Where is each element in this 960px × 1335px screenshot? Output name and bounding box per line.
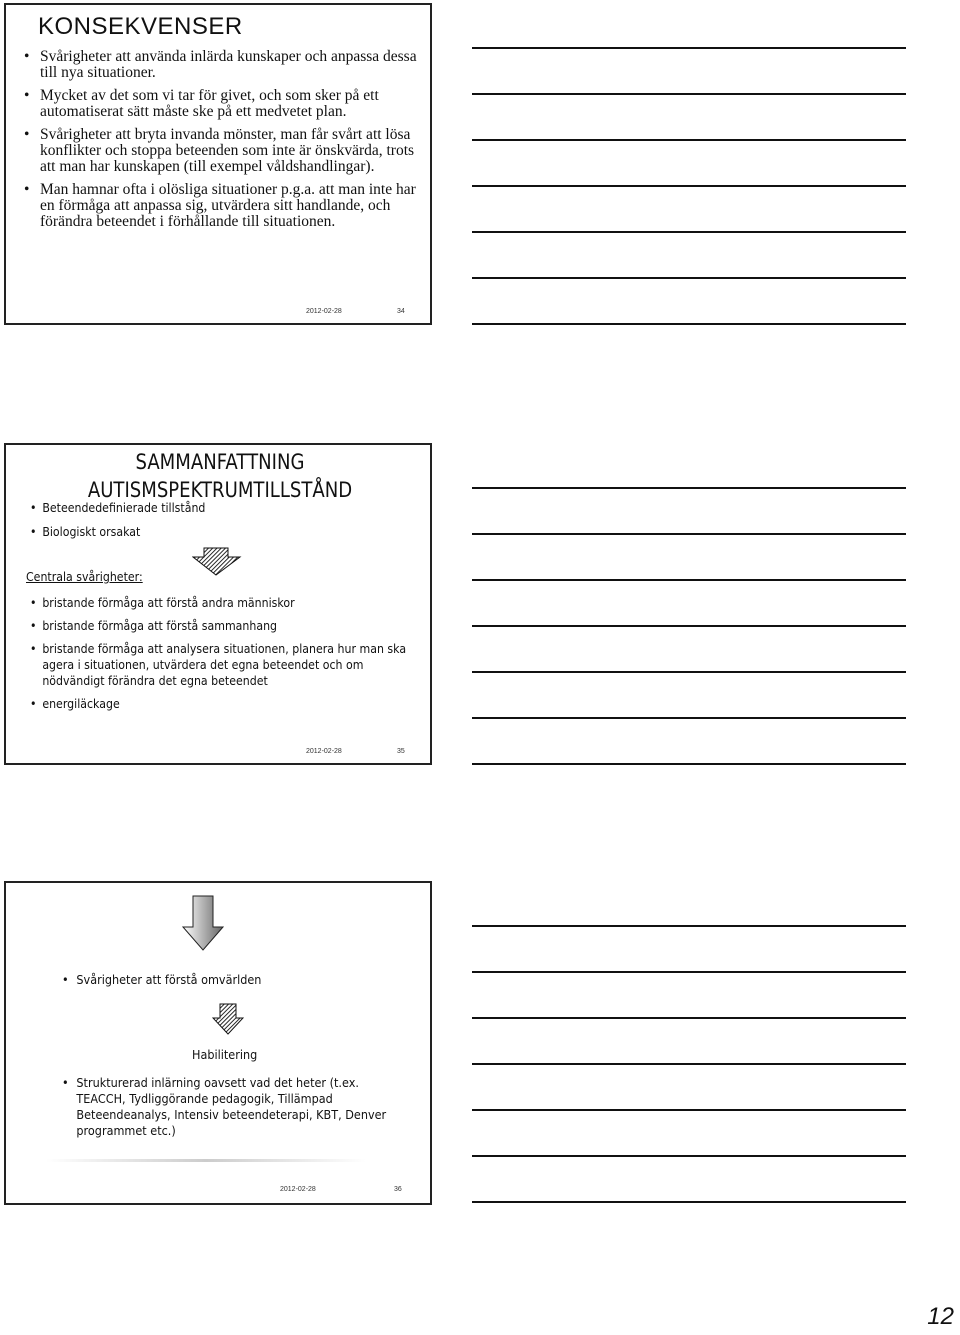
note-line: [472, 231, 906, 233]
note-line: [472, 323, 906, 325]
list-item: • Svårigheter att förstå omvärlden: [62, 972, 262, 987]
note-line: [472, 93, 906, 95]
note-line: [472, 1155, 906, 1157]
list-item: • bristande förmåga att förstå andra människor: [30, 595, 295, 610]
bullet-icon: •: [62, 1075, 69, 1090]
note-line: [472, 185, 906, 187]
note-line: [472, 717, 906, 719]
slide-title: SAMMANFATTNING AUTISMSPEKTRUMTILLSTÅND: [87, 450, 353, 502]
list-item: • Man hamnar ofta i olösliga situationer p.g.a. att man inte har en förmåga att anpassa sig, utvärdera sitt handlande, och förändra beteendet i förhållande till situationen.: [24, 181, 416, 230]
bullet-icon: •: [30, 524, 37, 539]
bullet-icon: •: [24, 181, 30, 198]
bullet-icon: •: [30, 618, 37, 633]
note-line: [472, 579, 906, 581]
slide-35: [4, 443, 432, 765]
list-item: • bristande förmåga att förstå sammanhang: [30, 618, 278, 633]
slide-date: 2012-02-28: [280, 1186, 316, 1193]
slide-date: 2012-02-28: [306, 308, 342, 315]
bullet-list: [24, 49, 424, 237]
note-line: [472, 1017, 906, 1019]
note-line: [472, 139, 906, 141]
slide-36: [4, 881, 432, 1205]
list-item: • energiläckage: [30, 696, 120, 711]
list-item: • Svårigheter att bryta invanda mönster, man får svårt att lösa konflikter och stoppa beteenden som inte är önskvärda, trots att man har kunskapen (till exempel våldshandlingar).: [24, 126, 415, 175]
note-line: [472, 1109, 906, 1111]
slide-title: KONSEKVENSER: [38, 13, 243, 40]
list-item: • Biologiskt orsakat: [30, 524, 141, 539]
note-line: [472, 533, 906, 535]
list-item: • Beteendedefinierade tillstånd: [30, 500, 206, 515]
note-line: [472, 925, 906, 927]
down-arrow-icon: [192, 547, 242, 577]
slide-number: 36: [394, 1186, 402, 1193]
bullet-list: [30, 500, 474, 548]
bullet-icon: •: [30, 696, 37, 711]
section-label: Habilitering: [192, 1047, 258, 1062]
page-number: 12: [927, 1303, 954, 1330]
divider: [46, 1159, 366, 1162]
list-item: • Mycket av det som vi tar för givet, och som sker på ett automatiserat sätt måste ske på ett medvetet plan.: [24, 87, 379, 120]
section-heading: Centrala svårigheter:: [26, 569, 143, 584]
bullet-icon: •: [30, 500, 37, 515]
bullet-list: [30, 595, 474, 719]
note-line: [472, 277, 906, 279]
slide-number: 34: [397, 308, 405, 315]
note-line: [472, 1063, 906, 1065]
bullet-icon: •: [62, 972, 69, 987]
note-line: [472, 47, 906, 49]
note-line: [472, 971, 906, 973]
bullet-icon: •: [30, 595, 37, 610]
slide-34: [4, 3, 432, 325]
bullet-icon: •: [30, 641, 37, 656]
down-arrow-icon: [212, 1003, 244, 1035]
bullet-icon: •: [24, 48, 30, 65]
slide-date: 2012-02-28: [306, 748, 342, 755]
note-line: [472, 1201, 906, 1203]
note-line: [472, 625, 906, 627]
note-line: [472, 763, 906, 765]
list-item: • Svårigheter att använda inlärda kunskaper och anpassa dessa till nya situationer.: [24, 48, 417, 81]
note-line: [472, 487, 906, 489]
list-item: • Strukturerad inlärning oavsett vad det heter (t.ex. TEACCH, Tydliggörande pedagogik, Tillämpad Beteendeanalys, Intensiv beteendeterapi, KBT, Denver programmet etc.): [62, 1075, 387, 1138]
bullet-icon: •: [24, 126, 30, 143]
slide-number: 35: [397, 748, 405, 755]
list-item: • bristande förmåga att analysera situationen, planera hur man ska agera i situationen, utvärdera det egna beteendet och om nödvändigt förändra det egna beteendet: [30, 641, 407, 688]
down-arrow-icon: [182, 895, 224, 951]
note-line: [472, 671, 906, 673]
bullet-icon: •: [24, 87, 30, 104]
